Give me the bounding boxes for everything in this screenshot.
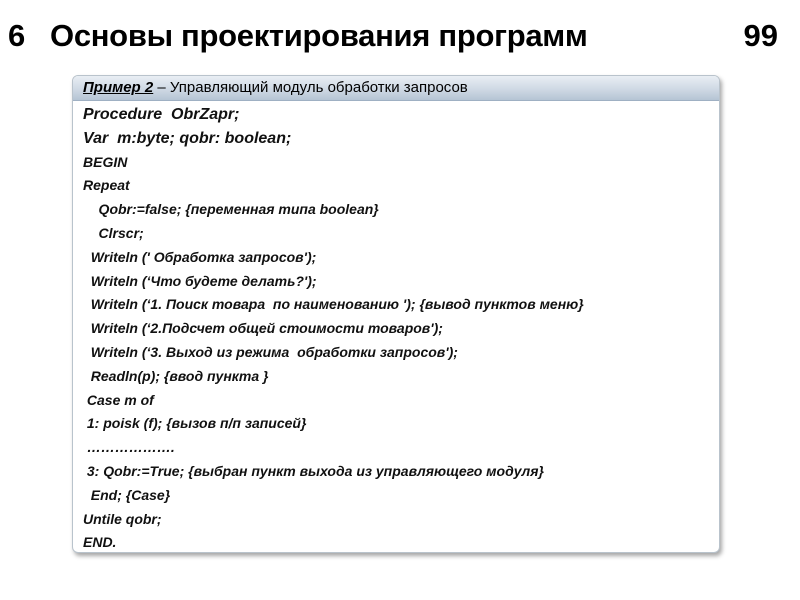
code-line: 1: poisk (f); {вызов п/п записей}	[83, 415, 307, 432]
code-line: Clrscr;	[83, 224, 144, 241]
code-line: END.	[83, 534, 117, 551]
code-line: Readln(p); {ввод пункта }	[83, 367, 269, 384]
code-line: Case m of	[83, 391, 154, 408]
example-title-prefix: Пример 2	[83, 79, 154, 96]
chapter-title: Основы проектирования программ	[50, 18, 588, 53]
code-line: Writeln (‘3. Выход из режима обработки запросов');	[83, 343, 458, 360]
code-line: BEGIN	[83, 153, 128, 170]
page-number: 99	[743, 18, 778, 53]
example-title-bar	[73, 76, 719, 101]
code-line: Procedure ObrZapr;	[83, 106, 240, 123]
chapter-number: 6	[8, 18, 26, 53]
example-title-text: – Управляющий модуль обработки запросов	[153, 79, 468, 96]
code-line: Writeln (‘Что будете делать?');	[83, 272, 317, 289]
code-line: End; {Case}	[83, 486, 171, 503]
code-line: Qobr:=false; {переменная типа boolean}	[83, 201, 379, 218]
example-box	[72, 75, 720, 553]
slide-header	[0, 14, 800, 58]
code-line: Repeat	[83, 177, 130, 194]
code-line: Writeln (‘2.Подсчет общей стоимости товаров');	[83, 320, 443, 337]
code-line: Writeln (‘1. Поиск товара по наименованию '); {вывод пунктов меню}	[83, 296, 584, 313]
code-line: Writeln (' Обработка запросов');	[83, 248, 317, 265]
code-listing	[73, 101, 719, 553]
code-line: ……………….	[83, 439, 175, 456]
code-line: Untile qobr;	[83, 510, 162, 527]
code-line: Var m:byte; qobr: boolean;	[83, 129, 292, 147]
code-line: 3: Qobr:=True; {выбран пункт выхода из управляющего модуля}	[83, 462, 544, 479]
